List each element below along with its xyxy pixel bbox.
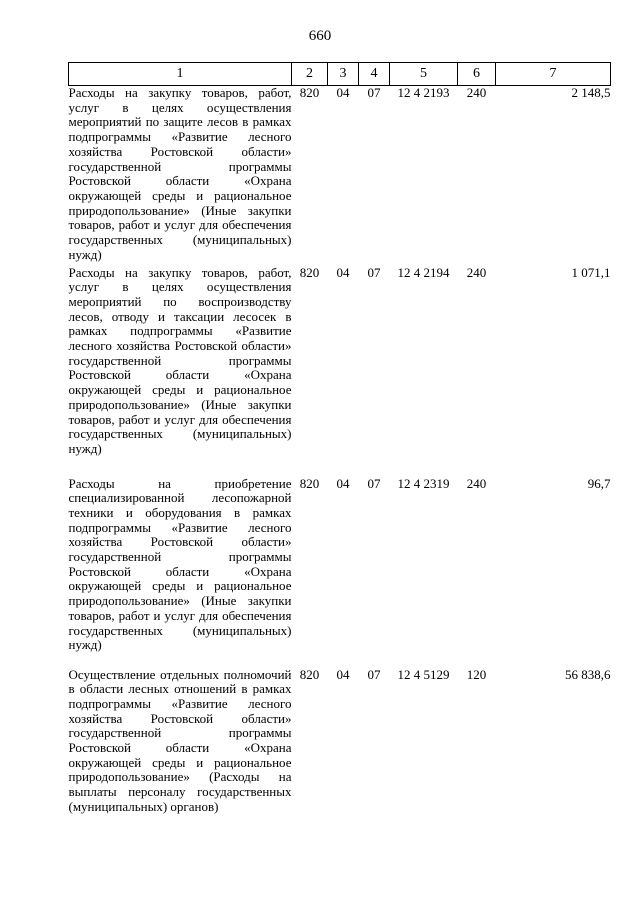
row-col-7: 2 148,5 <box>571 85 611 100</box>
row-col-6: 240 <box>466 85 487 100</box>
header-col-3: 3 <box>328 63 359 86</box>
header-col-6: 6 <box>458 63 496 86</box>
header-col-5: 5 <box>390 63 458 86</box>
row-col-3: 04 <box>336 264 350 280</box>
header-col-1: 1 <box>69 63 292 86</box>
row-col-6: 240 <box>466 475 487 491</box>
row-col-4: 07 <box>367 666 381 682</box>
row-description: Осуществление отдельных полномочий в области лесных отношений в рамках подпрограммы «Развитие лесного хозяйства Ростовской области» государственной программы Ростовской области «Охрана окружающей среды и рациональное природопользование» (Расходы на выплаты персоналу государственных (муниципальных) органов) <box>68 666 292 814</box>
row-col-2: 820 <box>299 264 320 280</box>
row-col-4: 07 <box>367 85 381 100</box>
row-col-4: 07 <box>367 475 381 491</box>
header-col-7: 7 <box>496 63 611 86</box>
row-col-7: 56 838,6 <box>565 666 611 682</box>
row-col-3: 04 <box>336 85 350 100</box>
row-col-2: 820 <box>299 666 320 682</box>
header-col-4: 4 <box>359 63 390 86</box>
row-description: Расходы на закупку товаров, работ, услуг в целях осуществления мероприятий по защите лесов в рамках подпрограммы «Развитие лесного хозяйства Ростовской области» государственной программы Ростовской области «Охрана окружающей среды и рациональное природопользование» (Иные закупки товаров, работ и услуг для обеспечения государственных (муниципальных) нужд) <box>68 85 292 262</box>
row-col-6: 240 <box>466 264 487 280</box>
row-col-5: 12 4 2193 <box>397 85 450 100</box>
row-col-4: 07 <box>367 264 381 280</box>
table-row <box>69 477 611 668</box>
row-col-2: 820 <box>299 85 320 100</box>
row-description: Расходы на приобретение специализированной лесопожарной техники и оборудования в рамках подпрограммы «Развитие лесного хозяйства Ростовской области» государственной программы Ростовской области «Охрана окружающей среды и рациональное природопользование» (Иные закупки товаров, работ и услуг для обеспечения государственных (муниципальных) нужд) <box>68 475 292 653</box>
header-row <box>69 63 611 86</box>
header-col-2: 2 <box>292 63 328 86</box>
page-number: 660 <box>308 28 332 44</box>
row-col-6: 120 <box>466 666 487 682</box>
row-col-5: 12 4 2194 <box>397 264 450 280</box>
row-col-3: 04 <box>336 475 350 491</box>
row-description: Расходы на закупку товаров, работ, услуг в целях осуществления мероприятий по воспроизводству лесов, отводу и таксации лесосек в рамках подпрограммы «Развитие лесного хозяйства Ростовской области» государственной программы Ростовской области «Охрана окружающей среды и рациональное природопользование» (Иные закупки товаров, работ и услуг для обеспечения государственных (муниципальных) нужд) <box>68 264 292 456</box>
row-col-3: 04 <box>336 666 350 682</box>
row-col-7: 1 071,1 <box>571 264 611 280</box>
budget-table <box>68 62 611 818</box>
table-row <box>69 668 611 818</box>
table-row <box>69 266 611 477</box>
row-col-7: 96,7 <box>587 475 611 491</box>
row-col-5: 12 4 2319 <box>397 475 450 491</box>
table-row <box>69 86 611 266</box>
row-col-2: 820 <box>299 475 320 491</box>
row-col-5: 12 4 5129 <box>397 666 450 682</box>
